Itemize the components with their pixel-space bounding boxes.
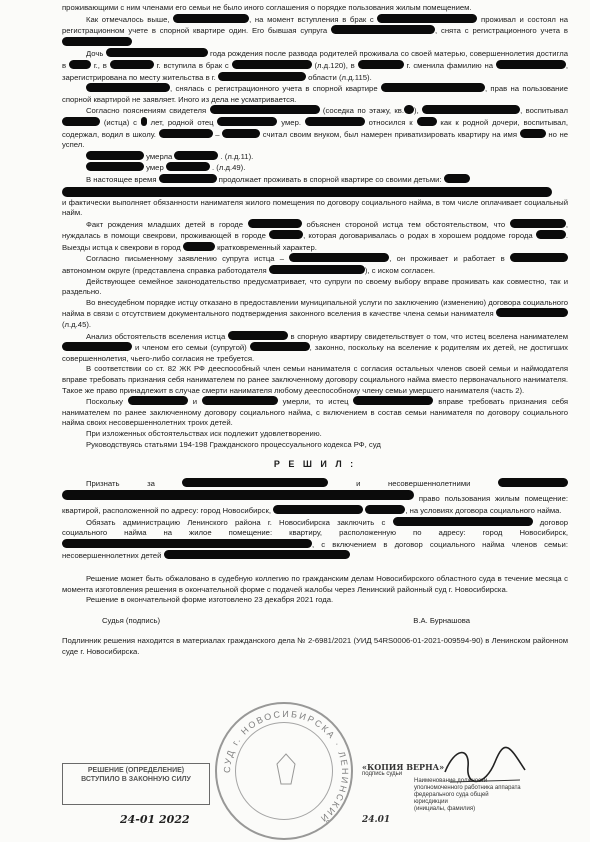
original-note: Подлинник решения находится в материалах гражданского дела № 2-6981/2021 (УИД 54RS0006-01-2021-009594-90) в Ленинском районном суде г. Новосибирска.: [62, 636, 568, 656]
stamp-date: 24-01 2022: [120, 813, 190, 826]
handwritten-signature: [440, 742, 530, 792]
paragraph: Действующее семейное законодательство предусматривает, что супруги по своему выбору вправе проживать как совместно, так и раздельно.: [62, 276, 568, 297]
redaction: [536, 230, 566, 239]
redaction: [202, 396, 278, 405]
paragraph: В настоящее время продолжает проживать в спорной квартире со своими детьми: и фактически выполняет обязанности нанимателя жилого помещения по договору социального найма, в том числе оплачивает социальный найм.: [62, 174, 568, 218]
redaction: [210, 105, 320, 114]
paragraph: Факт рождения младших детей в городе объяснен стороной истца тем обстоятельством, что , нуждалась в помощи свекрови, проживающей в городе , которая договаривалась о родах в хорошем роддоме города . Выезды истца к свекрови в город кратковременный характер.: [62, 219, 568, 252]
redaction: [159, 129, 213, 138]
redaction: [269, 230, 303, 239]
redaction: [520, 129, 546, 138]
redaction: [128, 396, 188, 405]
copy-stamp-date: 24.01: [362, 815, 391, 825]
redaction: [62, 117, 100, 126]
redaction: [248, 219, 302, 228]
paragraph: Как отмечалось выше, , на момент вступления в брак с проживал и состоял на регистрационном учете в спорной квартире один. Его бывшая супруга , снята с регистрационного учета в: [62, 14, 568, 49]
redaction: [377, 14, 477, 23]
redaction: [174, 151, 218, 160]
redaction: [269, 265, 365, 274]
redaction: [496, 60, 566, 69]
court-seal: [215, 702, 353, 840]
copy-stamp-line: подпись судьи: [362, 771, 403, 777]
paragraph: Дочь года рождения после развода родителей проживала со своей матерью, совершеннолетия достигла в г., в г. вступила в брак с (л.д.120), в г. сменила фамилию на , зарегистрирована по месту жительства в г. области (л.д.115).: [62, 49, 569, 82]
redaction: [250, 342, 310, 351]
redaction: [62, 539, 312, 548]
copy-stamp-title: «КОПИЯ ВЕРНА»: [362, 762, 445, 772]
redaction: [444, 174, 470, 183]
redaction: [182, 478, 328, 487]
redaction: [183, 242, 215, 251]
paragraph: Руководствуясь статьями 194-198 Гражданского процессуального кодекса РФ, суд: [86, 439, 381, 449]
paragraph: Поскольку и умерли, то истец вправе требовать признания себя нанимателем по ранее заключенному договору социального найма, с включением в состав семьи нанимателя по договору социального найма своих несовершеннолетних троих детей.: [62, 397, 569, 428]
redaction: [62, 342, 132, 351]
redaction: [222, 129, 260, 138]
redaction: [217, 117, 277, 126]
seal-text: СУД г. НОВОСИБИРСКА · ЛЕНИНСКИЙ: [221, 708, 351, 825]
paragraph: умерла . (л.д.11).: [62, 151, 568, 163]
redaction: [358, 60, 404, 69]
stamp-text: РЕШЕНИЕ (ОПРЕДЕЛЕНИЕ): [87, 767, 185, 774]
redaction: [228, 331, 288, 340]
paragraph: Решение в окончательной форме изготовлено 23 декабря 2021 года.: [86, 595, 334, 605]
redaction: [232, 60, 312, 69]
paragraph: , снялась с регистрационного учета в спорной квартире , прав на пользование спорной квартирой не заявляет. Иного из дела не усматривается.: [62, 84, 568, 104]
redaction: [393, 517, 533, 526]
redaction: [218, 72, 306, 81]
redaction: [164, 550, 350, 559]
redaction: [289, 253, 389, 262]
seal-ring-text: [217, 704, 355, 842]
redaction: [422, 105, 520, 114]
redaction: [62, 37, 132, 46]
resolution-heading: Р Е Ш И Л :: [273, 459, 357, 470]
redaction: [417, 117, 437, 126]
redaction: [510, 219, 566, 228]
redaction: [62, 490, 414, 500]
paragraph: Признать за и несовершеннолетними право пользования жилым помещение: квартирой, расположенной по адресу: город Новосибирск, , на условиях договора социального найма.: [62, 478, 568, 515]
redaction: [110, 60, 154, 69]
paragraph: Обязать администрацию Ленинского района г. Новосибирска заключить с договор социального найма на жилое помещение: квартиру, расположенную по адресу: город Новосибирск, , с включением в договор социального найма членов семьи: несовершеннолетних детей: [62, 517, 569, 561]
redaction: [166, 162, 210, 171]
copy-stamp-line: Наименование должности уполномоченного работника аппарата федерального суда общей юрисдикции: [414, 778, 521, 805]
stamp-text: ВСТУПИЛО В ЗАКОННУЮ СИЛУ: [81, 776, 191, 783]
redaction: [353, 396, 433, 405]
redaction: [173, 14, 249, 23]
judge-name: В.А. Бурнашова: [413, 615, 470, 625]
copy-stamp-line: (инициалы, фамилия): [414, 806, 476, 812]
judge-label: Судья (подпись): [102, 615, 161, 625]
paragraph: Решение может быть обжаловано в судебную коллегию по гражданским делам Новосибирского областного суда в течение месяца с момента изготовления решения в окончательной форме с подачей жалобы через Ленинский районный суд г. Новосибирска.: [62, 573, 568, 594]
redaction: [365, 505, 405, 514]
redaction: [86, 83, 170, 92]
paragraph: умер . (л.д.49).: [62, 162, 568, 174]
judge-signature-line: [62, 616, 568, 627]
paragraph: проживающими с ним членами его семьи не было иного соглашения о порядке пользования жилым помещением.: [62, 3, 472, 12]
legal-force-stamp: [62, 763, 210, 805]
redaction: [273, 505, 363, 514]
paragraph: Согласно пояснениям свидетеля (соседка по этажу, кв. ), , воспитывал (истца) с лет, родной отец умер. относился к как к родной дочери, воспитывал, содержал, водил в школу. – считал своим внуком, был намерен приватизировать квартиру на имя но не успел.: [62, 106, 569, 150]
redaction: [86, 162, 144, 171]
redaction: [141, 117, 147, 126]
redaction: [69, 60, 91, 69]
redaction: [510, 253, 568, 262]
paragraph: В соответствии со ст. 82 ЖК РФ дееспособный член семьи нанимателя с согласия остальных членов своей семьи и наймодателя вправе требовать признания себя нанимателем по ранее заключенному договору социального найма вместо первоначального нанимателя. Такое же право принадлежит в случае смерти нанимателя любому дееспособному члену семьи умершего нанимателя (часть 2).: [62, 364, 568, 395]
redaction: [498, 478, 568, 487]
redaction: [86, 151, 144, 160]
paragraph: При изложенных обстоятельствах иск подлежит удовлетворению.: [86, 428, 322, 438]
redaction: [331, 25, 435, 34]
svg-text:СУД г. НОВОСИБИРСКА · ЛЕНИНСКИ: [222, 709, 350, 826]
paragraph: Во внесудебном порядке истцу отказано в предоставлении муниципальной услуги по заключению (изменению) договора социального найма в связи с отсутствием документального подтверждения законного вселения в качестве члена семьи нанимателя (л.д.45).: [62, 297, 568, 330]
paragraph: Анализ обстоятельств вселения истца в спорную квартиру свидетельствует о том, что истец вселена нанимателем и членом его семьи (супругой) , законно, поскольку на вселение к родителям их детей, не достигших совершеннолетия, чьего-либо согласия не требуется.: [62, 331, 568, 363]
redaction: [496, 308, 568, 317]
redaction: [305, 117, 365, 126]
redaction: [381, 83, 485, 92]
redaction: [404, 105, 414, 114]
paragraph: Согласно письменному заявлению супруга истца – , он проживает и работает в автономном округе (представлена справка работодателя ), с иском согласен.: [62, 253, 568, 276]
redaction: [62, 187, 552, 197]
redaction: [159, 174, 217, 183]
redaction: [106, 48, 208, 57]
document-body: [62, 3, 568, 657]
